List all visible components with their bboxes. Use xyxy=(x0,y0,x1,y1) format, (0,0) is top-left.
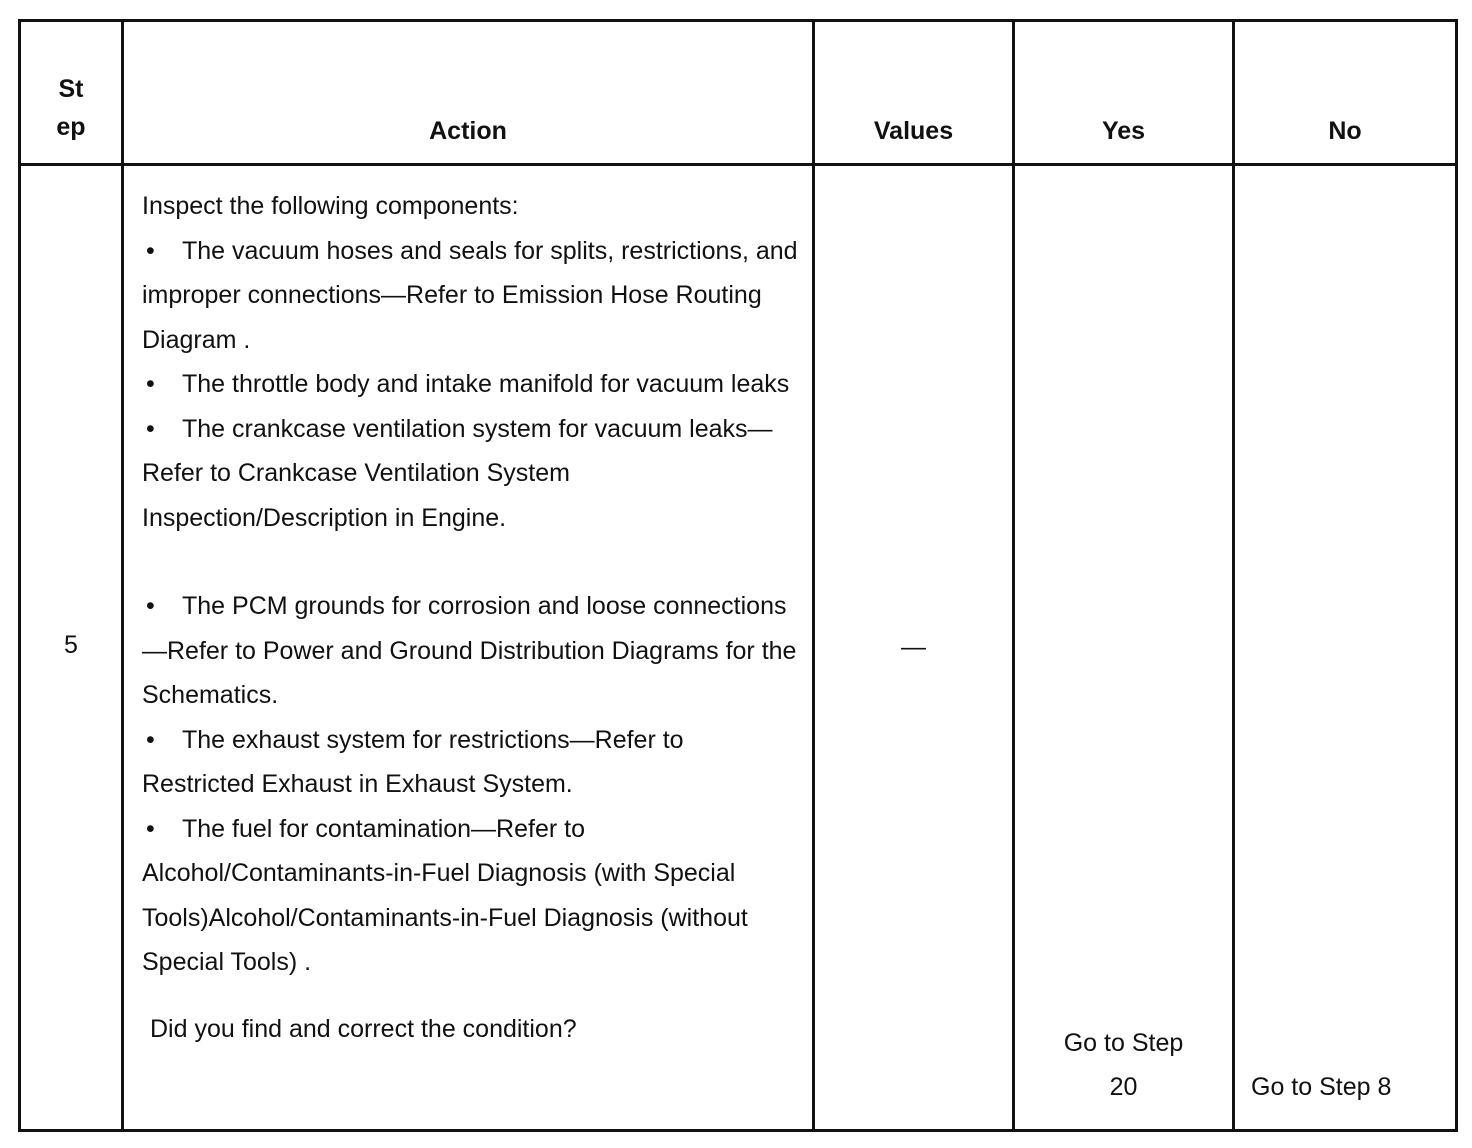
bullet-text: The vacuum hoses and seals for splits, restrictions, and improper connections—Refer to Emission Hose Routing Diagram . xyxy=(142,236,798,354)
no-cell xyxy=(1234,165,1457,1131)
list-item xyxy=(142,807,800,985)
step-number: 5 xyxy=(20,165,123,1131)
header-step-label: St ep xyxy=(56,75,86,141)
list-item xyxy=(142,584,800,718)
bullet-text: The crankcase ventilation system for vacuum leaks—Refer to Crankcase Ventilation System Inspection/Description in Engine. xyxy=(142,414,773,532)
list-item xyxy=(142,362,800,407)
values-cell: — xyxy=(814,165,1014,1131)
header-values: Values xyxy=(814,21,1014,165)
bullet-text: The throttle body and intake manifold for vacuum leaks xyxy=(182,370,790,398)
bullet-text: The exhaust system for restrictions—Refer to Restricted Exhaust in Exhaust System. xyxy=(142,725,684,798)
header-action: Action xyxy=(123,21,814,165)
bullet-text: The fuel for contamination—Refer to Alcohol/Contaminants-in-Fuel Diagnosis (with Special Tools)Alcohol/Contaminants-in-Fuel Diagnosis (without Special Tools) . xyxy=(142,814,748,976)
table-row xyxy=(20,165,1457,1131)
bullet-icon: • xyxy=(146,814,155,843)
header-yes: Yes xyxy=(1014,21,1234,165)
action-cell xyxy=(123,165,814,1131)
yes-cell xyxy=(1014,165,1234,1131)
list-item xyxy=(142,229,800,363)
bullet-text: The PCM grounds for corrosion and loose connections—Refer to Power and Ground Distribution Diagrams for the Schematics. xyxy=(142,592,797,709)
diagnostic-table xyxy=(18,19,1458,1132)
spacer xyxy=(142,540,800,584)
yes-link[interactable]: Go to Step 20 xyxy=(1063,1029,1184,1101)
question-text: Did you find and correct the condition? xyxy=(150,1014,577,1043)
header-row xyxy=(20,21,1457,165)
bullet-icon: • xyxy=(146,592,155,620)
bullet-icon: • xyxy=(146,370,155,398)
action-intro: Inspect the following components: xyxy=(142,192,519,220)
bullet-icon: • xyxy=(146,236,155,265)
header-step xyxy=(20,21,123,165)
list-item xyxy=(142,718,800,807)
bullet-icon: • xyxy=(146,725,155,754)
list-item xyxy=(142,407,800,541)
bullet-icon: • xyxy=(146,414,155,443)
no-link[interactable]: Go to Step 8 xyxy=(1251,1073,1392,1101)
header-no: No xyxy=(1234,21,1457,165)
